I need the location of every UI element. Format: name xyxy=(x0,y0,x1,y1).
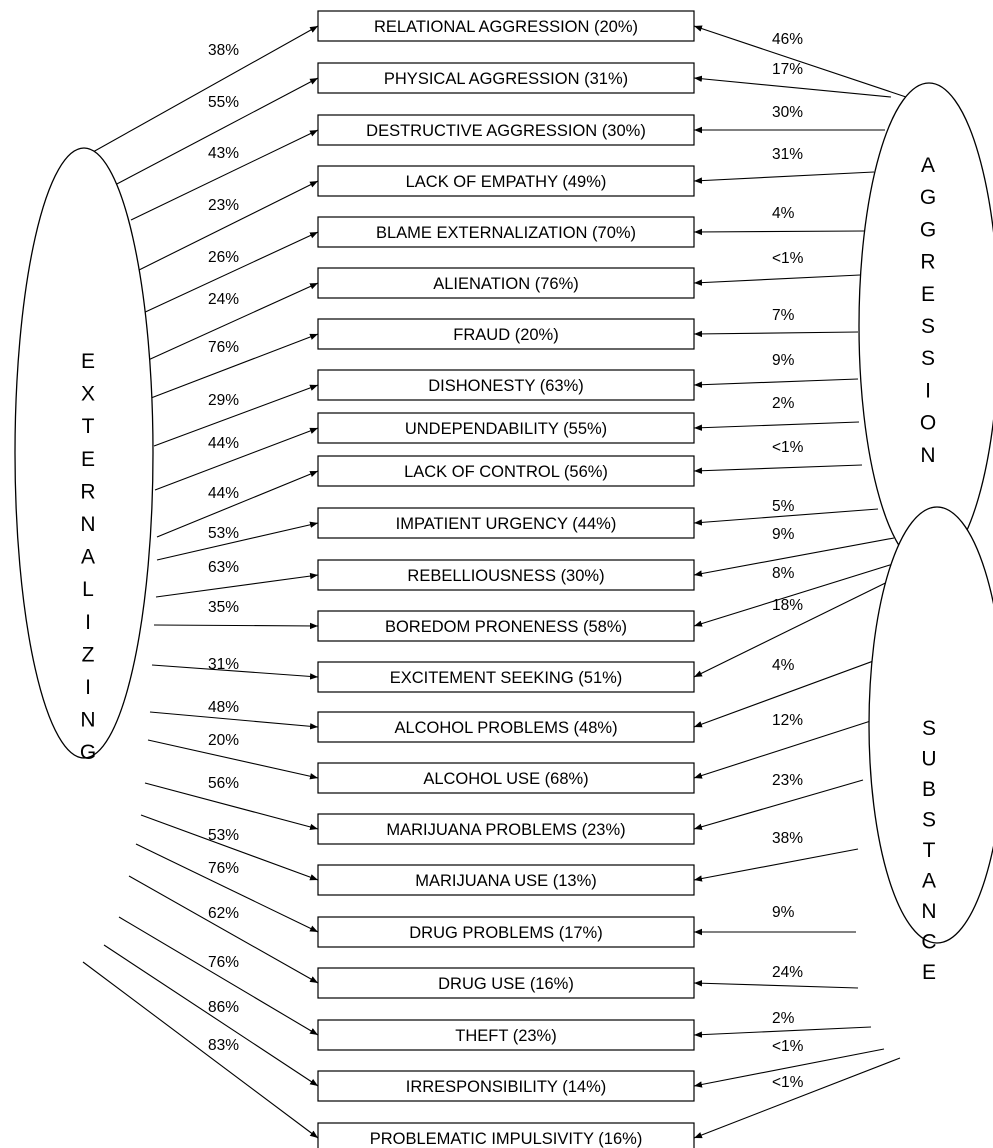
indicator-label: EXCITEMENT SEEKING (51%) xyxy=(389,669,623,687)
factor-aggression-letter: E xyxy=(920,282,936,306)
externalizing-loading-label: 31% xyxy=(208,656,240,673)
substance-loading-label: <1% xyxy=(772,1038,804,1055)
factor-externalizing-letter: E xyxy=(80,350,96,373)
factor-externalizing xyxy=(15,148,153,764)
aggression-loading-label: 4% xyxy=(772,205,795,222)
indicator-box xyxy=(318,814,694,844)
indicator-box xyxy=(318,268,694,298)
indicator-box xyxy=(318,560,694,590)
aggression-path-arrow xyxy=(694,172,874,181)
factor-externalizing-letter: I xyxy=(85,610,91,634)
substance-loading-label: 2% xyxy=(772,1010,795,1027)
substance-loading-label: 4% xyxy=(772,657,795,674)
externalizing-loading-label: 48% xyxy=(208,699,240,716)
factor-aggression-letter: S xyxy=(920,315,936,338)
factor-externalizing-letter: T xyxy=(81,415,95,439)
aggression-loading-label: 9% xyxy=(772,526,795,543)
substance-loading-label: 24% xyxy=(772,964,804,981)
indicator-label: DESTRUCTIVE AGGRESSION (30%) xyxy=(366,122,646,140)
indicator-label: PROBLEMATIC IMPULSIVITY (16%) xyxy=(369,1130,643,1148)
aggression-path-arrow xyxy=(694,275,860,283)
factor-externalizing-letter: N xyxy=(80,513,96,536)
aggression-loading-label: 31% xyxy=(772,146,804,163)
substance-path-arrow xyxy=(694,849,858,880)
externalizing-loading-label: 23% xyxy=(208,197,240,214)
indicator-box xyxy=(318,1123,694,1148)
substance-path-arrow xyxy=(694,1027,871,1035)
externalizing-loading-label: 53% xyxy=(208,525,240,542)
aggression-loading-label: 5% xyxy=(772,498,795,515)
factor-aggression-letter: O xyxy=(919,411,937,435)
externalizing-path-arrow xyxy=(119,917,318,1035)
factor-substance-letter: E xyxy=(921,961,937,984)
aggression-path-arrow xyxy=(694,78,891,97)
factor-aggression-letter: N xyxy=(920,443,936,467)
aggression-path-arrow xyxy=(694,231,864,232)
substance-loading-label: 38% xyxy=(772,830,804,847)
aggression-loading-label: <1% xyxy=(772,439,804,456)
factor-externalizing-letter: Z xyxy=(81,643,95,667)
indicator-label: PHYSICAL AGGRESSION (31%) xyxy=(383,70,629,88)
indicator-label: FRAUD (20%) xyxy=(453,326,559,344)
indicator-label: IMPATIENT URGENCY (44%) xyxy=(395,515,617,533)
factor-externalizing-letter: N xyxy=(80,708,96,732)
factor-aggression-letter: I xyxy=(925,379,931,403)
externalizing-loading-label: 26% xyxy=(208,249,240,266)
factor-substance-letter: A xyxy=(921,869,937,893)
indicator-box xyxy=(318,968,694,998)
externalizing-loading-label: 83% xyxy=(208,1037,240,1054)
aggression-loading-label: 17% xyxy=(772,61,804,78)
aggression-path-arrow xyxy=(694,379,858,385)
factor-aggression xyxy=(859,83,993,569)
factor-externalizing-letter: I xyxy=(85,676,91,699)
externalizing-loading-label: 43% xyxy=(208,145,240,162)
externalizing-path-arrow xyxy=(83,962,318,1138)
indicator-box xyxy=(318,456,694,486)
indicator-label: LACK OF EMPATHY (49%) xyxy=(405,173,607,191)
indicator-box xyxy=(318,917,694,947)
indicator-label: RELATIONAL AGGRESSION (20%) xyxy=(373,18,639,36)
indicator-label: LACK OF CONTROL (56%) xyxy=(404,463,608,481)
factor-aggression-letter: R xyxy=(920,250,936,274)
indicator-box xyxy=(318,11,694,41)
externalizing-loading-label: 44% xyxy=(208,485,240,502)
indicator-box xyxy=(318,763,694,793)
aggression-loading-label: <1% xyxy=(772,250,804,267)
externalizing-path-arrow xyxy=(154,625,318,626)
indicator-label: MARIJUANA USE (13%) xyxy=(415,872,597,890)
factor-externalizing-letter: G xyxy=(79,741,97,765)
aggression-loading-label: 2% xyxy=(772,395,795,412)
factor-externalizing-letter: R xyxy=(80,480,96,504)
externalizing-loading-label: 38% xyxy=(208,42,240,59)
indicator-label: UNDEPENDABILITY (55%) xyxy=(404,420,608,438)
aggression-loading-label: 46% xyxy=(772,31,804,48)
factor-externalizing-letter: E xyxy=(80,447,96,471)
aggression-loading-label: 30% xyxy=(772,104,804,121)
externalizing-loading-label: 29% xyxy=(208,392,240,409)
aggression-path-arrow xyxy=(694,332,858,334)
externalizing-loading-label: 24% xyxy=(208,291,240,308)
indicator-box xyxy=(318,319,694,349)
externalizing-loading-label: 76% xyxy=(208,860,240,877)
aggression-loading-label: 9% xyxy=(772,352,795,369)
indicator-label: DRUG PROBLEMS (17%) xyxy=(409,924,603,942)
indicator-label: DRUG USE (16%) xyxy=(438,975,574,993)
indicator-box xyxy=(318,1071,694,1101)
indicator-box xyxy=(318,662,694,692)
externalizing-path-arrow xyxy=(156,575,318,597)
factor-aggression-letter: S xyxy=(920,347,936,371)
aggression-path-arrow xyxy=(694,560,906,626)
externalizing-loading-label: 20% xyxy=(208,732,240,749)
aggression-loading-label: 7% xyxy=(772,307,795,324)
indicator-box xyxy=(318,115,694,145)
indicator-label: ALCOHOL PROBLEMS (48%) xyxy=(394,719,618,737)
externalizing-path-arrow xyxy=(84,26,318,157)
factor-substance-letter: S xyxy=(921,717,937,740)
indicator-label: REBELLIOUSNESS (30%) xyxy=(407,567,605,585)
aggression-path-arrow xyxy=(694,422,859,428)
indicator-box xyxy=(318,611,694,641)
indicator-label: DISHONESTY (63%) xyxy=(428,377,584,395)
factor-externalizing-letter: A xyxy=(80,545,96,569)
substance-loading-label: 23% xyxy=(772,772,804,789)
indicator-label: THEFT (23%) xyxy=(455,1027,557,1045)
substance-loading-label: <1% xyxy=(772,1074,804,1091)
indicator-box xyxy=(318,865,694,895)
indicator-label: MARIJUANA PROBLEMS (23%) xyxy=(386,821,626,839)
substance-path-arrow xyxy=(694,983,858,988)
externalizing-loading-label: 76% xyxy=(208,954,240,971)
substance-loading-label: 9% xyxy=(772,904,795,921)
substance-path-arrow xyxy=(694,1058,900,1138)
indicator-box xyxy=(318,1020,694,1050)
indicator-box xyxy=(318,63,694,93)
factor-externalizing-letter: L xyxy=(82,578,94,602)
indicator-box xyxy=(318,370,694,400)
aggression-path-arrow xyxy=(694,465,862,471)
aggression-loading-label: 18% xyxy=(772,597,804,614)
factor-aggression-letter: A xyxy=(920,154,936,177)
externalizing-loading-label: 53% xyxy=(208,827,240,844)
indicator-label: ALIENATION (76%) xyxy=(433,275,579,293)
indicator-label: IRRESPONSIBILITY (14%) xyxy=(405,1078,607,1096)
indicator-box xyxy=(318,712,694,742)
indicator-box xyxy=(318,166,694,196)
externalizing-loading-label: 86% xyxy=(208,999,240,1016)
externalizing-loading-label: 76% xyxy=(208,339,240,356)
externalizing-loading-label: 62% xyxy=(208,905,240,922)
indicator-box xyxy=(318,508,694,538)
factor-substance-letter: T xyxy=(922,839,936,862)
factor-substance-letter: U xyxy=(921,747,937,771)
indicator-box xyxy=(318,413,694,443)
externalizing-loading-label: 35% xyxy=(208,599,240,616)
externalizing-loading-label: 55% xyxy=(208,94,240,111)
substance-loading-label: 12% xyxy=(772,712,804,729)
indicator-label: BLAME EXTERNALIZATION (70%) xyxy=(375,224,637,242)
externalizing-loading-label: 63% xyxy=(208,559,240,576)
factor-substance-letter: C xyxy=(921,930,937,954)
factor-aggression-letter: G xyxy=(919,218,937,242)
indicator-box xyxy=(318,217,694,247)
indicator-label: ALCOHOL USE (68%) xyxy=(423,770,589,788)
externalizing-loading-label: 56% xyxy=(208,775,240,792)
externalizing-loading-label: 44% xyxy=(208,435,240,452)
factor-substance-letter: B xyxy=(921,778,937,801)
indicator-label: BOREDOM PRONENESS (58%) xyxy=(384,618,628,636)
aggression-loading-label: 8% xyxy=(772,565,795,582)
factor-substance-letter: N xyxy=(921,900,937,923)
factor-externalizing-letter: X xyxy=(80,382,96,406)
factor-substance-letter: S xyxy=(921,808,937,832)
indicator-boxes xyxy=(318,11,694,1148)
factor-aggression-letter: G xyxy=(919,186,937,210)
factor-substance xyxy=(869,507,993,984)
